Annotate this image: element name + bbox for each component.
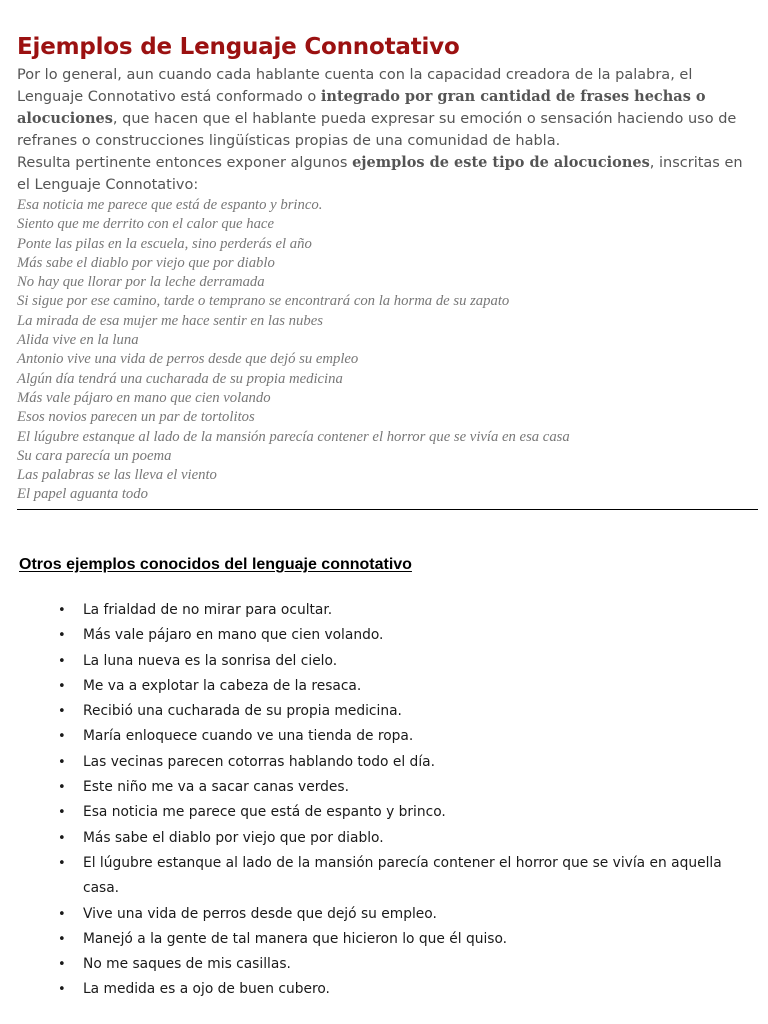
list-item-text: Manejó a la gente de tal manera que hicieron lo que él quiso. [83,930,508,947]
bullet-icon: • [58,653,66,669]
examples-list [17,196,759,505]
other-examples-section [19,554,759,998]
bullet-icon: • [58,603,66,618]
page-content [17,30,759,505]
other-examples-list [19,598,759,1003]
intro-1-bold: integrado por gran cantidad de frases hechas o alocuciones [17,88,706,127]
bullet-icon: • [58,906,66,922]
example-item: Más sabe el diablo por viejo que por diablo [17,254,275,271]
intro-2-bold: ejemplos de este tipo de alocuciones [352,154,650,171]
list-item [19,952,759,977]
list-item [19,902,759,927]
intro-2-text-b: , inscritas en el Lenguaje Connotativo: [17,155,743,193]
bullet-icon: • [58,729,66,745]
list-item-text: Las vecinas parecen cotorras hablando todo el día. [83,753,435,770]
list-item [19,800,759,825]
example-item: Su cara parecía un poema [17,447,172,464]
example-item: Alida vive en la luna [17,332,139,349]
example-item: El papel aguanta todo [17,486,148,503]
list-item [19,674,759,699]
bullet-icon: • [58,805,66,821]
example-item: Algún día tendrá una cucharada de su propia medicina [17,370,343,387]
example-item: Ponte las pilas en la escuela, sino perderás el año [17,235,312,252]
bullet-icon: • [58,830,66,846]
bullet-icon: • [58,754,66,770]
list-item-text: Más sabe el diablo por viejo que por diablo. [83,829,384,846]
example-item: El lúgubre estanque al lado de la mansión parecía contener el horror que se vivía en esa casa [17,428,570,445]
list-item-text: Vive una vida de perros desde que dejó su empleo. [83,905,437,922]
list-item-text: La medida es a ojo de buen cubero. [83,981,330,998]
bullet-icon: • [58,628,66,644]
intro-1-text-a: Por lo general, aun cuando cada hablante cuenta con la capacidad creadora de la palabra, el Lenguaje Connotativo está conformado o [17,67,693,105]
bullet-icon: • [58,931,66,947]
list-item [19,826,759,851]
list-item [19,649,759,674]
example-item: No hay que llorar por la leche derramada [17,274,265,291]
example-item: Siento que me derrito con el calor que hace [17,216,274,233]
page-title: Ejemplos de Lenguaje Connotativo [17,34,460,60]
list-item-text: Más vale pájaro en mano que cien volando. [83,627,384,644]
list-item [19,623,759,648]
list-item-text: Recibió una cucharada de su propia medicina. [83,703,402,720]
bullet-icon: • [58,855,66,871]
list-item [19,977,759,1002]
bullet-icon: • [58,957,66,973]
example-item: Más vale pájaro en mano que cien volando [17,389,271,406]
list-item-text: No me saques de mis casillas. [83,956,291,973]
list-item-text: Me va a explotar la cabeza de la resaca. [83,677,362,694]
intro-1-text-b: , que hacen que el hablante pueda expresar su emoción o sensación haciendo uso de refranes o construcciones lingüísticas propias de una comunidad de habla. [17,111,737,149]
bullet-icon: • [58,982,66,998]
intro-paragraph-2 [17,152,759,196]
example-item: La mirada de esa mujer me hace sentir en las nubes [17,312,323,329]
bullet-icon: • [58,780,66,796]
list-item-text: Este niño me va a sacar canas verdes. [83,779,349,796]
list-item [19,598,759,623]
intro-2-text-a: Resulta pertinente entonces exponer algunos [17,155,353,171]
list-item [19,927,759,952]
example-item: Esa noticia me parece que está de espanto y brinco. [17,197,323,213]
list-item-text: Esa noticia me parece que está de espanto y brinco. [83,804,446,821]
list-item [19,775,759,800]
list-item [19,851,759,902]
horizontal-divider [17,509,758,510]
intro-paragraph-1 [17,64,759,152]
list-item-text: La luna nueva es la sonrisa del cielo. [83,652,338,669]
section-heading: Otros ejemplos conocidos del lenguaje connotativo [19,556,412,573]
example-item: Antonio vive una vida de perros desde que dejó su empleo [17,351,359,368]
list-item-text: María enloquece cuando ve una tienda de ropa. [83,728,414,745]
example-item: Esos novios parecen un par de tortolitos [17,409,255,426]
bullet-icon: • [58,678,66,694]
list-item [19,750,759,775]
list-item-text: El lúgubre estanque al lado de la mansión parecía contener el horror que se vivía en aquella casa. [83,854,722,897]
list-item-text: La frialdad de no mirar para ocultar. [83,602,333,618]
example-item: Si sigue por ese camino, tarde o temprano se encontrará con la horma de su zapato [17,293,510,310]
bullet-icon: • [58,704,66,720]
list-item [19,699,759,724]
list-item [19,724,759,749]
example-item: Las palabras se las lleva el viento [17,467,217,484]
